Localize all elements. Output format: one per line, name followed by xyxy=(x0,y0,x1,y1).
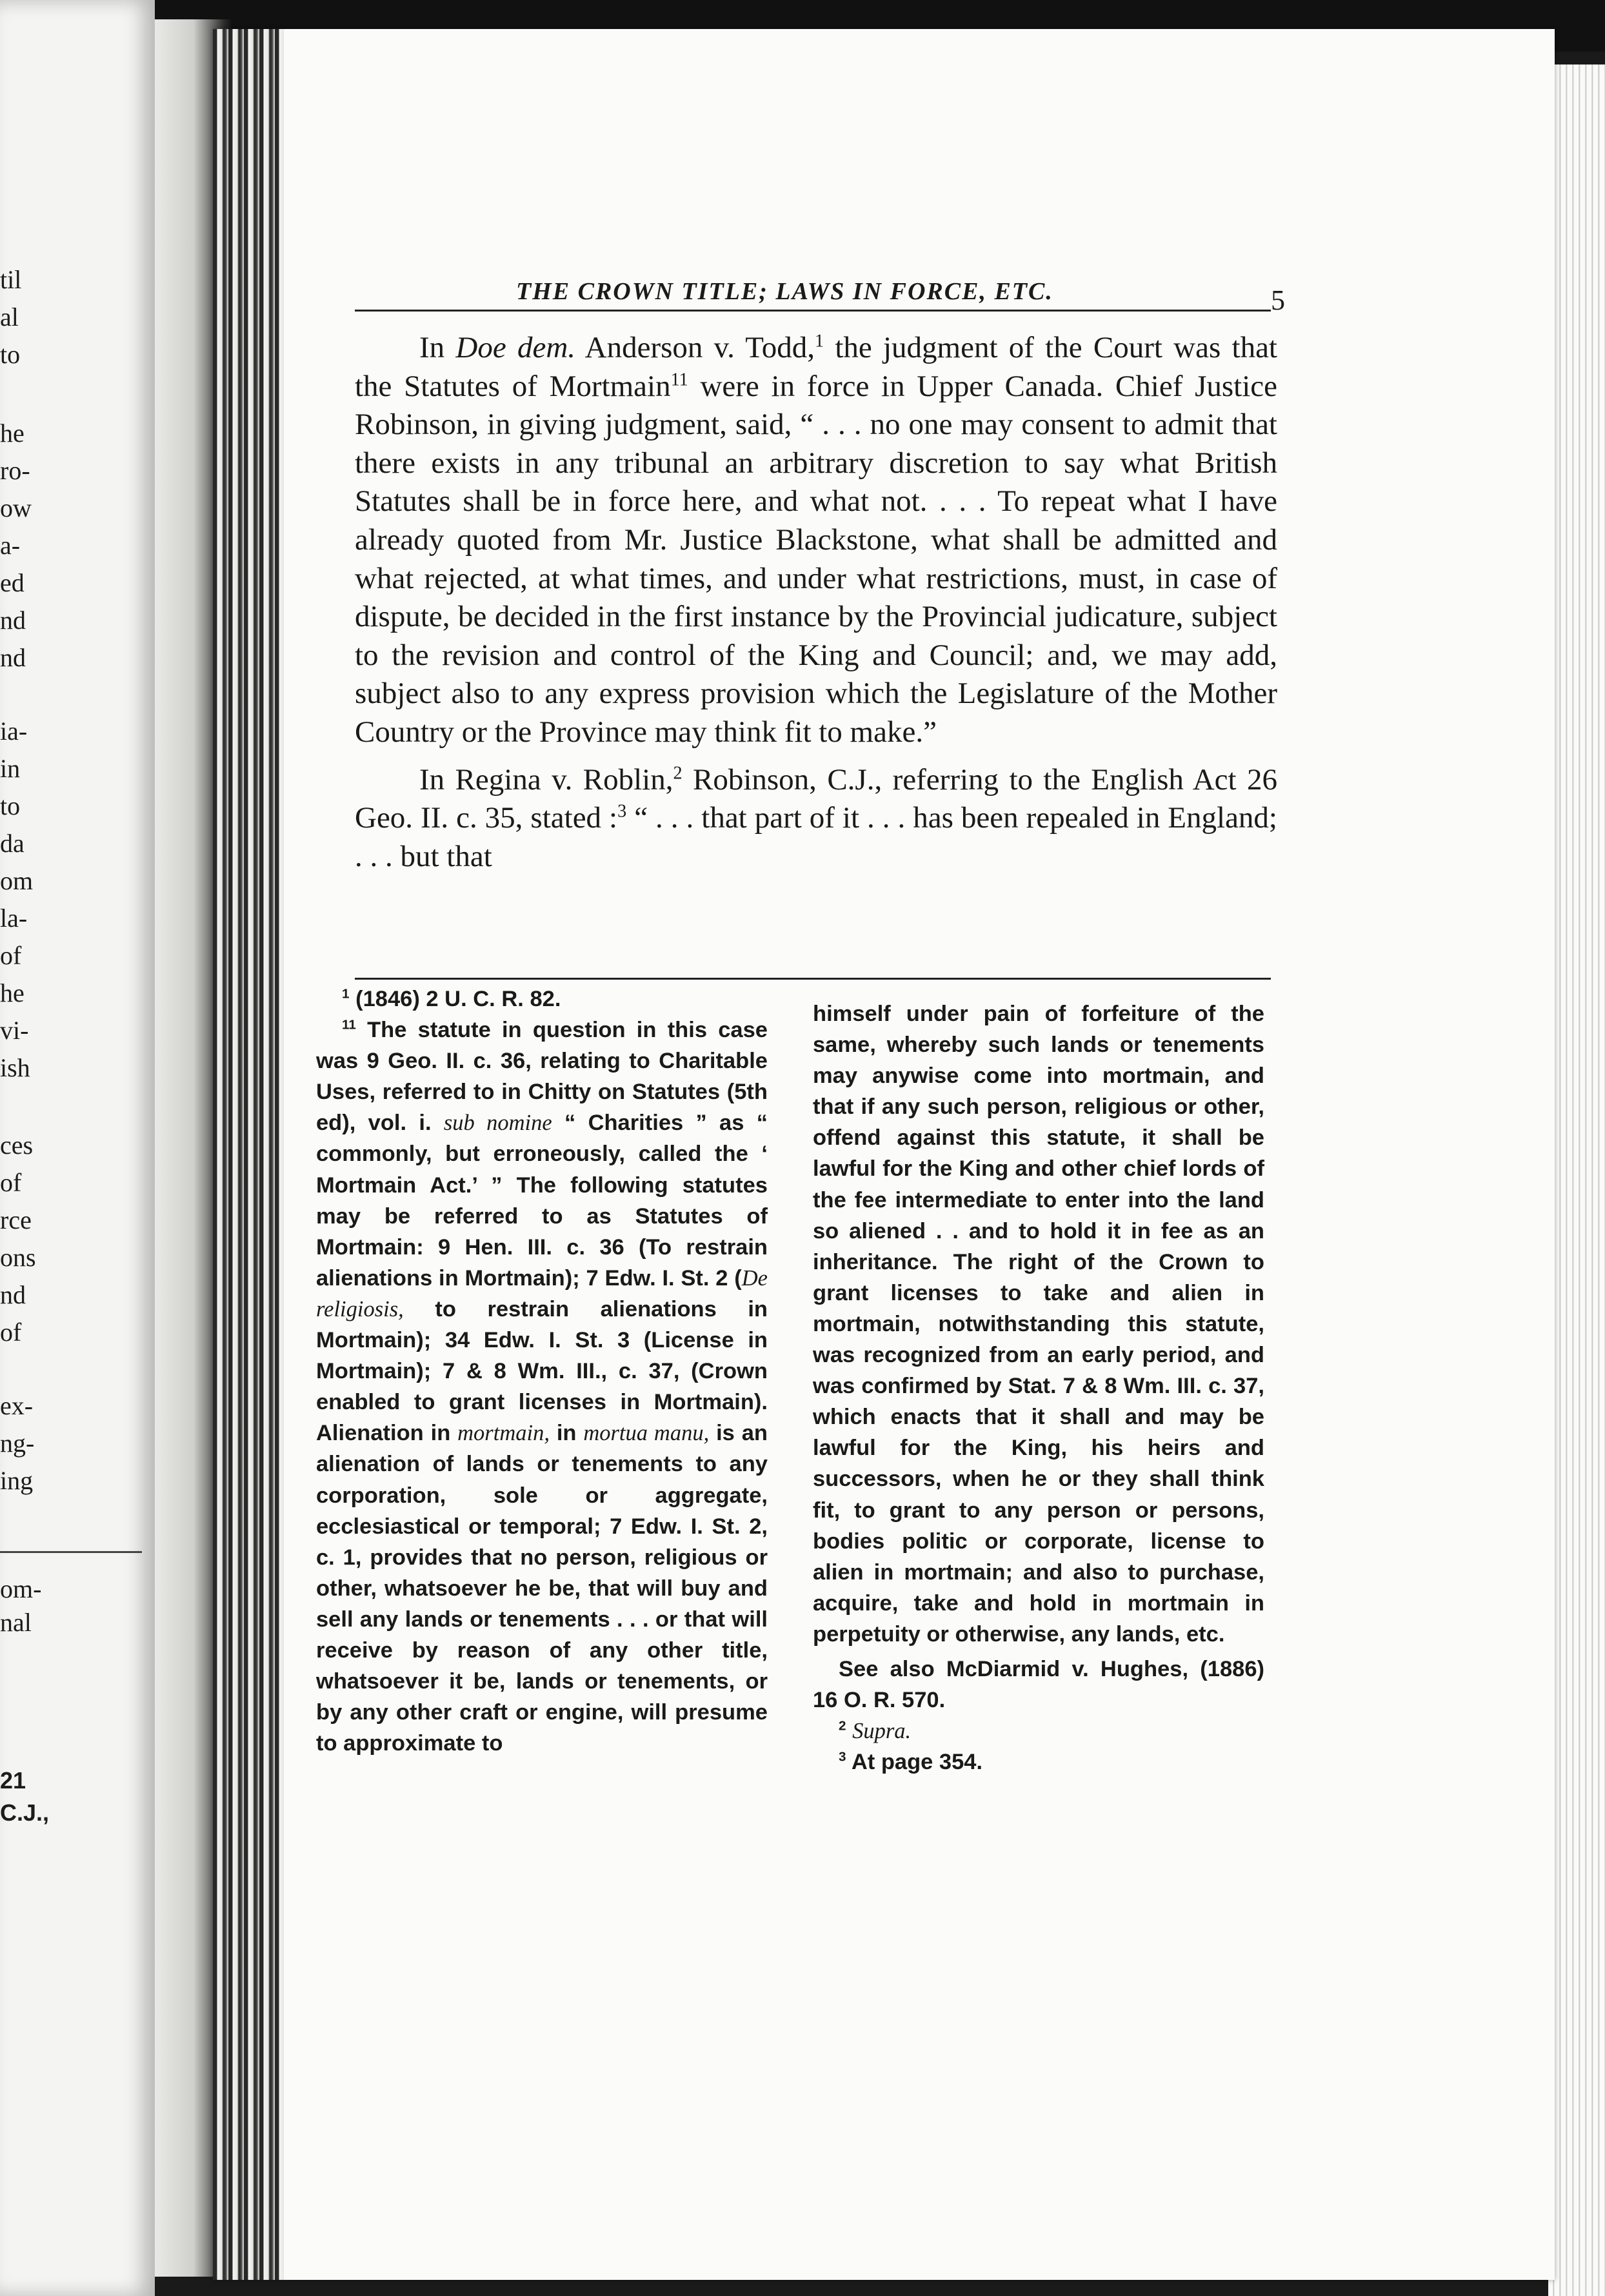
footnote-marker: 11 xyxy=(342,1017,356,1033)
facing-page-fragment: a- xyxy=(0,531,21,560)
running-head: THE CROWN TITLE; LAWS IN FORCE, ETC. xyxy=(516,278,1053,305)
footnote-text: is an alienation of lands or tenements to any corporation, sole or aggregate, ecclesiastical or temporal; 7 Edw. I. St. 2, c. 1, provides that no person, religious or other, whatsoever he be, that will buy and sell any lands or tenements . . . or that will receive by reason of any other title, whatsoever it be, lands or tenements, or by any other craft or engine, will presume to approximate to xyxy=(316,1421,768,1756)
facing-page-fragment: til xyxy=(0,265,22,294)
footnote-rule xyxy=(355,978,1271,980)
facing-page-fragment: of xyxy=(0,1318,22,1347)
footnote-marker: 2 xyxy=(839,1718,846,1734)
facing-page-fragment: nd xyxy=(0,606,26,635)
facing-page-left xyxy=(0,0,155,2296)
text-run: In Regina v. Roblin, xyxy=(419,762,673,797)
facing-page-fragment: rce xyxy=(0,1205,32,1234)
paragraph-doe-dem xyxy=(355,329,1277,752)
page-number: 5 xyxy=(1271,284,1285,316)
facing-page-fragment: of xyxy=(0,941,22,970)
facing-page-fragment: ro- xyxy=(0,456,30,485)
footnote-1 xyxy=(316,984,768,1014)
page-stack-edges xyxy=(1548,64,1605,2296)
facing-page-fragment: to xyxy=(0,340,21,369)
footnote-ref: 1 xyxy=(814,331,824,351)
footnote-marker: 3 xyxy=(839,1749,846,1765)
facing-page-fragment: he xyxy=(0,419,25,448)
footnote-2 xyxy=(813,1716,1264,1747)
footnote-ref: 2 xyxy=(673,762,683,783)
footnote-italic: Supra. xyxy=(852,1719,912,1744)
header-rule xyxy=(355,310,1271,312)
facing-page-fragment: la- xyxy=(0,904,28,933)
facing-page-rule xyxy=(0,1551,142,1553)
facing-page-fragment: om- xyxy=(0,1574,42,1603)
text-run: In xyxy=(419,331,456,364)
facing-page-fragment: nd xyxy=(0,1280,26,1309)
footnote-ref: 11 xyxy=(670,369,688,390)
facing-page-fragment: 21 xyxy=(0,1767,26,1794)
text-run: the judgment of the Court was that the Statutes of Mortmain xyxy=(355,331,1277,403)
facing-page-fragment: vi- xyxy=(0,1016,29,1045)
facing-page-fragment: nal xyxy=(0,1608,32,1637)
footnote-italic: sub nomine xyxy=(443,1111,552,1136)
footnotes-right-column xyxy=(813,998,1264,1777)
footnotes-left-column xyxy=(316,984,768,1759)
footnote-text: The statute in question in this case was 9 Geo. II. c. 36, relating to Charitable Uses, referred to in Chitty on Statutes (5th ed), vol. i. xyxy=(316,1018,768,1136)
facing-page-fragment: to xyxy=(0,791,21,820)
footnote-11 xyxy=(316,1014,768,1759)
footnote-italic: mortua manu, xyxy=(583,1421,710,1446)
facing-page-fragment: he xyxy=(0,978,25,1007)
facing-page-fragment: ow xyxy=(0,493,32,522)
facing-page-fragment: ces xyxy=(0,1131,34,1160)
text-run: “ . . . that part of it . . . has been repealed in England; . . . but that xyxy=(355,801,1277,873)
case-name-italic: Doe dem. xyxy=(455,331,576,364)
facing-page-fragment: ish xyxy=(0,1053,30,1082)
footnote-italic: De religiosis, xyxy=(316,1265,768,1321)
facing-page-fragment: al xyxy=(0,302,19,332)
footnote-text: in xyxy=(549,1421,584,1446)
footnote-text: At page 354. xyxy=(851,1750,983,1775)
paragraph-regina-roblin xyxy=(355,761,1277,876)
facing-page-fragment: nd xyxy=(0,643,26,672)
facing-page-fragment: ng- xyxy=(0,1429,35,1458)
main-text xyxy=(355,329,1277,876)
facing-page-fragment: ed xyxy=(0,568,25,597)
facing-page-fragment: in xyxy=(0,754,21,783)
facing-page-fragment: C.J., xyxy=(0,1799,50,1826)
facing-page-fragment: ex- xyxy=(0,1391,34,1420)
facing-page-fragment: ons xyxy=(0,1243,36,1272)
text-run: were in force in Upper Canada. Chief Justice Robinson, in giving judgment, said, “ . . . no one may consent to admit that there exists in any tribunal an arbitrary discretion to say what British Statutes shall be in force here, and what not. . . . To repeat what I have already quoted from Mr. Justice Blackstone, what shall be admitted and what rejected, at what times, and under what restrictions, must, in case of dispute, be decided in the first instance by the Provincial judicature, subject to the revision and control of the King and Council; and, we may add, subject also to any express provision which the Legislature of the Mother Country or the Province may think fit to make.” xyxy=(355,369,1278,749)
footnote-3 xyxy=(813,1747,1264,1777)
footnote-text: (1846) 2 U. C. R. 82. xyxy=(349,987,561,1011)
footnote-italic: mortmain, xyxy=(457,1421,550,1446)
facing-page-fragment: of xyxy=(0,1168,22,1197)
text-run: Robinson, C.J., referring to the English Act 26 Geo. II. c. 35, stated : xyxy=(355,762,1277,835)
page-binding-edge xyxy=(213,29,284,2280)
footnote-ref: 3 xyxy=(617,801,627,822)
facing-page-fragment: ia- xyxy=(0,717,28,746)
footnote-11-continued: himself under pain of forfeiture of the same, whereby such lands or tenements may anywise come into mortmain, and that if any such person, religious or other, offend against this statute, it shall be lawful for the King and other chief lords of the fee intermediate to enter into the land so aliened . . and to hold it in fee as an inheritance. The right of the Crown to grant licenses to take and alien in mortmain, notwithstanding this statute, was recognized from an early period, and was confirmed by Stat. 7 & 8 Wm. III. c. 37, which enacts that it shall and may be lawful for the King, his heirs and successors, when he or they shall think fit, to grant to any person or persons, bodies politic or corporate, license to alien in mortmain; and also to purchase, acquire, take and hold in mortmain in perpetuity or otherwise, any lands, etc. xyxy=(813,1002,1264,1647)
facing-page-fragment: om xyxy=(0,866,34,895)
footnote-text: “ Charities ” as “ commonly, but erroneously, called the ‘ Mortmain Act.’ ” The following statutes may be referred to as Statutes of Mortmain: 9 Hen. III. c. 36 (To restrain alienations in Mortmain); 7 Edw. I. St. 2 ( xyxy=(316,1111,768,1291)
facing-page-fragment: ing xyxy=(0,1466,34,1495)
footnote-text: to restrain alienations in Mortmain); 34 Edw. I. St. 3 (License in Mortmain); 7 & 8 Wm. III., c. 37, (Crown enabled to grant licenses in Mortmain). Alienation in xyxy=(316,1296,768,1446)
footnote-marker: 1 xyxy=(342,986,350,1002)
text-run: Anderson v. Todd, xyxy=(575,331,815,364)
see-also-note: See also McDiarmid v. Hughes, (1886) 16 O. R. 570. xyxy=(813,1656,1264,1713)
facing-page-fragment: da xyxy=(0,829,25,858)
